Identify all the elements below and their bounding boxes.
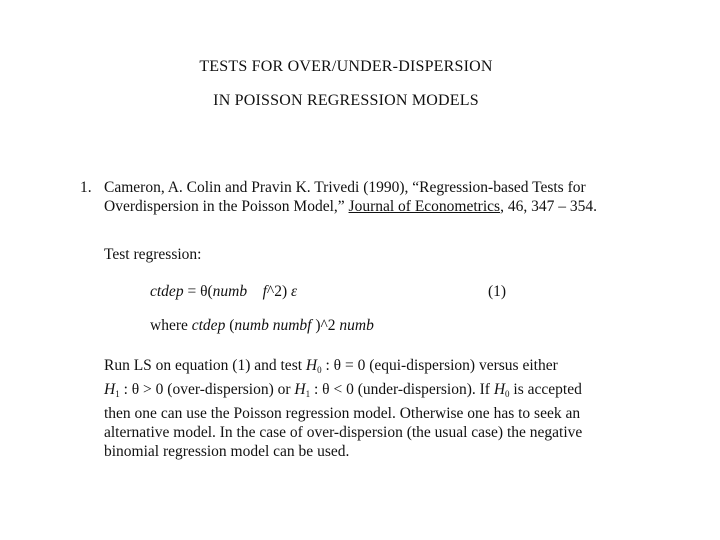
title-line-1: TESTS FOR OVER/UNDER-DISPERSION <box>199 58 493 75</box>
h1-label-b: H <box>294 381 306 398</box>
reference-line-1: Cameron, A. Colin and Pravin K. Trivedi (1990), “Regression-based Tests for <box>104 179 586 196</box>
reference-number: 1. <box>80 179 92 196</box>
equation-rest: ^2) <box>266 283 291 300</box>
title-line-2: IN POISSON REGRESSION MODELS <box>213 92 479 109</box>
para-line-5: binomial regression model can be used. <box>104 443 350 460</box>
para-l2b: : θ < 0 (under-dispersion). If <box>310 381 494 398</box>
equation-number: (1) <box>488 283 507 300</box>
reference-line-2 <box>104 197 664 216</box>
journal-name: Journal of Econometrics <box>348 198 501 215</box>
h0-sub-b: 0 <box>505 389 510 399</box>
h1-label-a: H <box>104 381 116 398</box>
para-l2c: is accepted <box>509 381 582 398</box>
h0-label: H <box>305 357 318 374</box>
h0-label-b: H <box>493 381 506 398</box>
where-var: ctdep <box>191 317 226 334</box>
where-mid1: ( <box>225 317 235 334</box>
para-l1a: Run LS on equation (1) and test <box>104 357 306 374</box>
h1-sub-b: 1 <box>305 389 311 399</box>
para-l2a: : θ > 0 (over-dispersion) or <box>119 381 295 398</box>
reference-citation: , 46, 347 – 354. <box>500 198 597 215</box>
equation-lhs: ctdep <box>150 283 184 300</box>
regression-equation <box>150 283 297 301</box>
reference-text <box>104 178 664 216</box>
para-line-4: alternative model. In the case of over-dispersion (the usual case) the negative <box>104 424 583 441</box>
para-line-1 <box>104 356 664 380</box>
conclusion-paragraph <box>104 356 664 461</box>
where-c: numb <box>339 317 374 334</box>
where-line <box>150 317 374 335</box>
where-b: numbf <box>272 317 312 334</box>
h0-sub: 0 <box>317 365 322 375</box>
para-line-2 <box>104 380 664 404</box>
para-line-3: then one can use the Poisson regression model. Otherwise one has to seek an <box>104 405 581 422</box>
equation-epsilon: ε <box>290 283 298 300</box>
equation-eq: = θ( <box>183 283 213 300</box>
reference-title-end: Overdispersion in the Poisson Model,” <box>104 198 349 215</box>
where-word: where <box>150 317 192 334</box>
h1-sub-a: 1 <box>115 389 120 399</box>
equation-term2: f <box>262 283 267 300</box>
para-l1b: : θ = 0 (equi-dispersion) versus either <box>321 357 558 374</box>
test-regression-label: Test regression: <box>104 246 202 263</box>
where-a: numb <box>234 317 269 334</box>
equation-term1: numb <box>212 283 248 300</box>
where-mid3: )^2 <box>311 317 340 334</box>
